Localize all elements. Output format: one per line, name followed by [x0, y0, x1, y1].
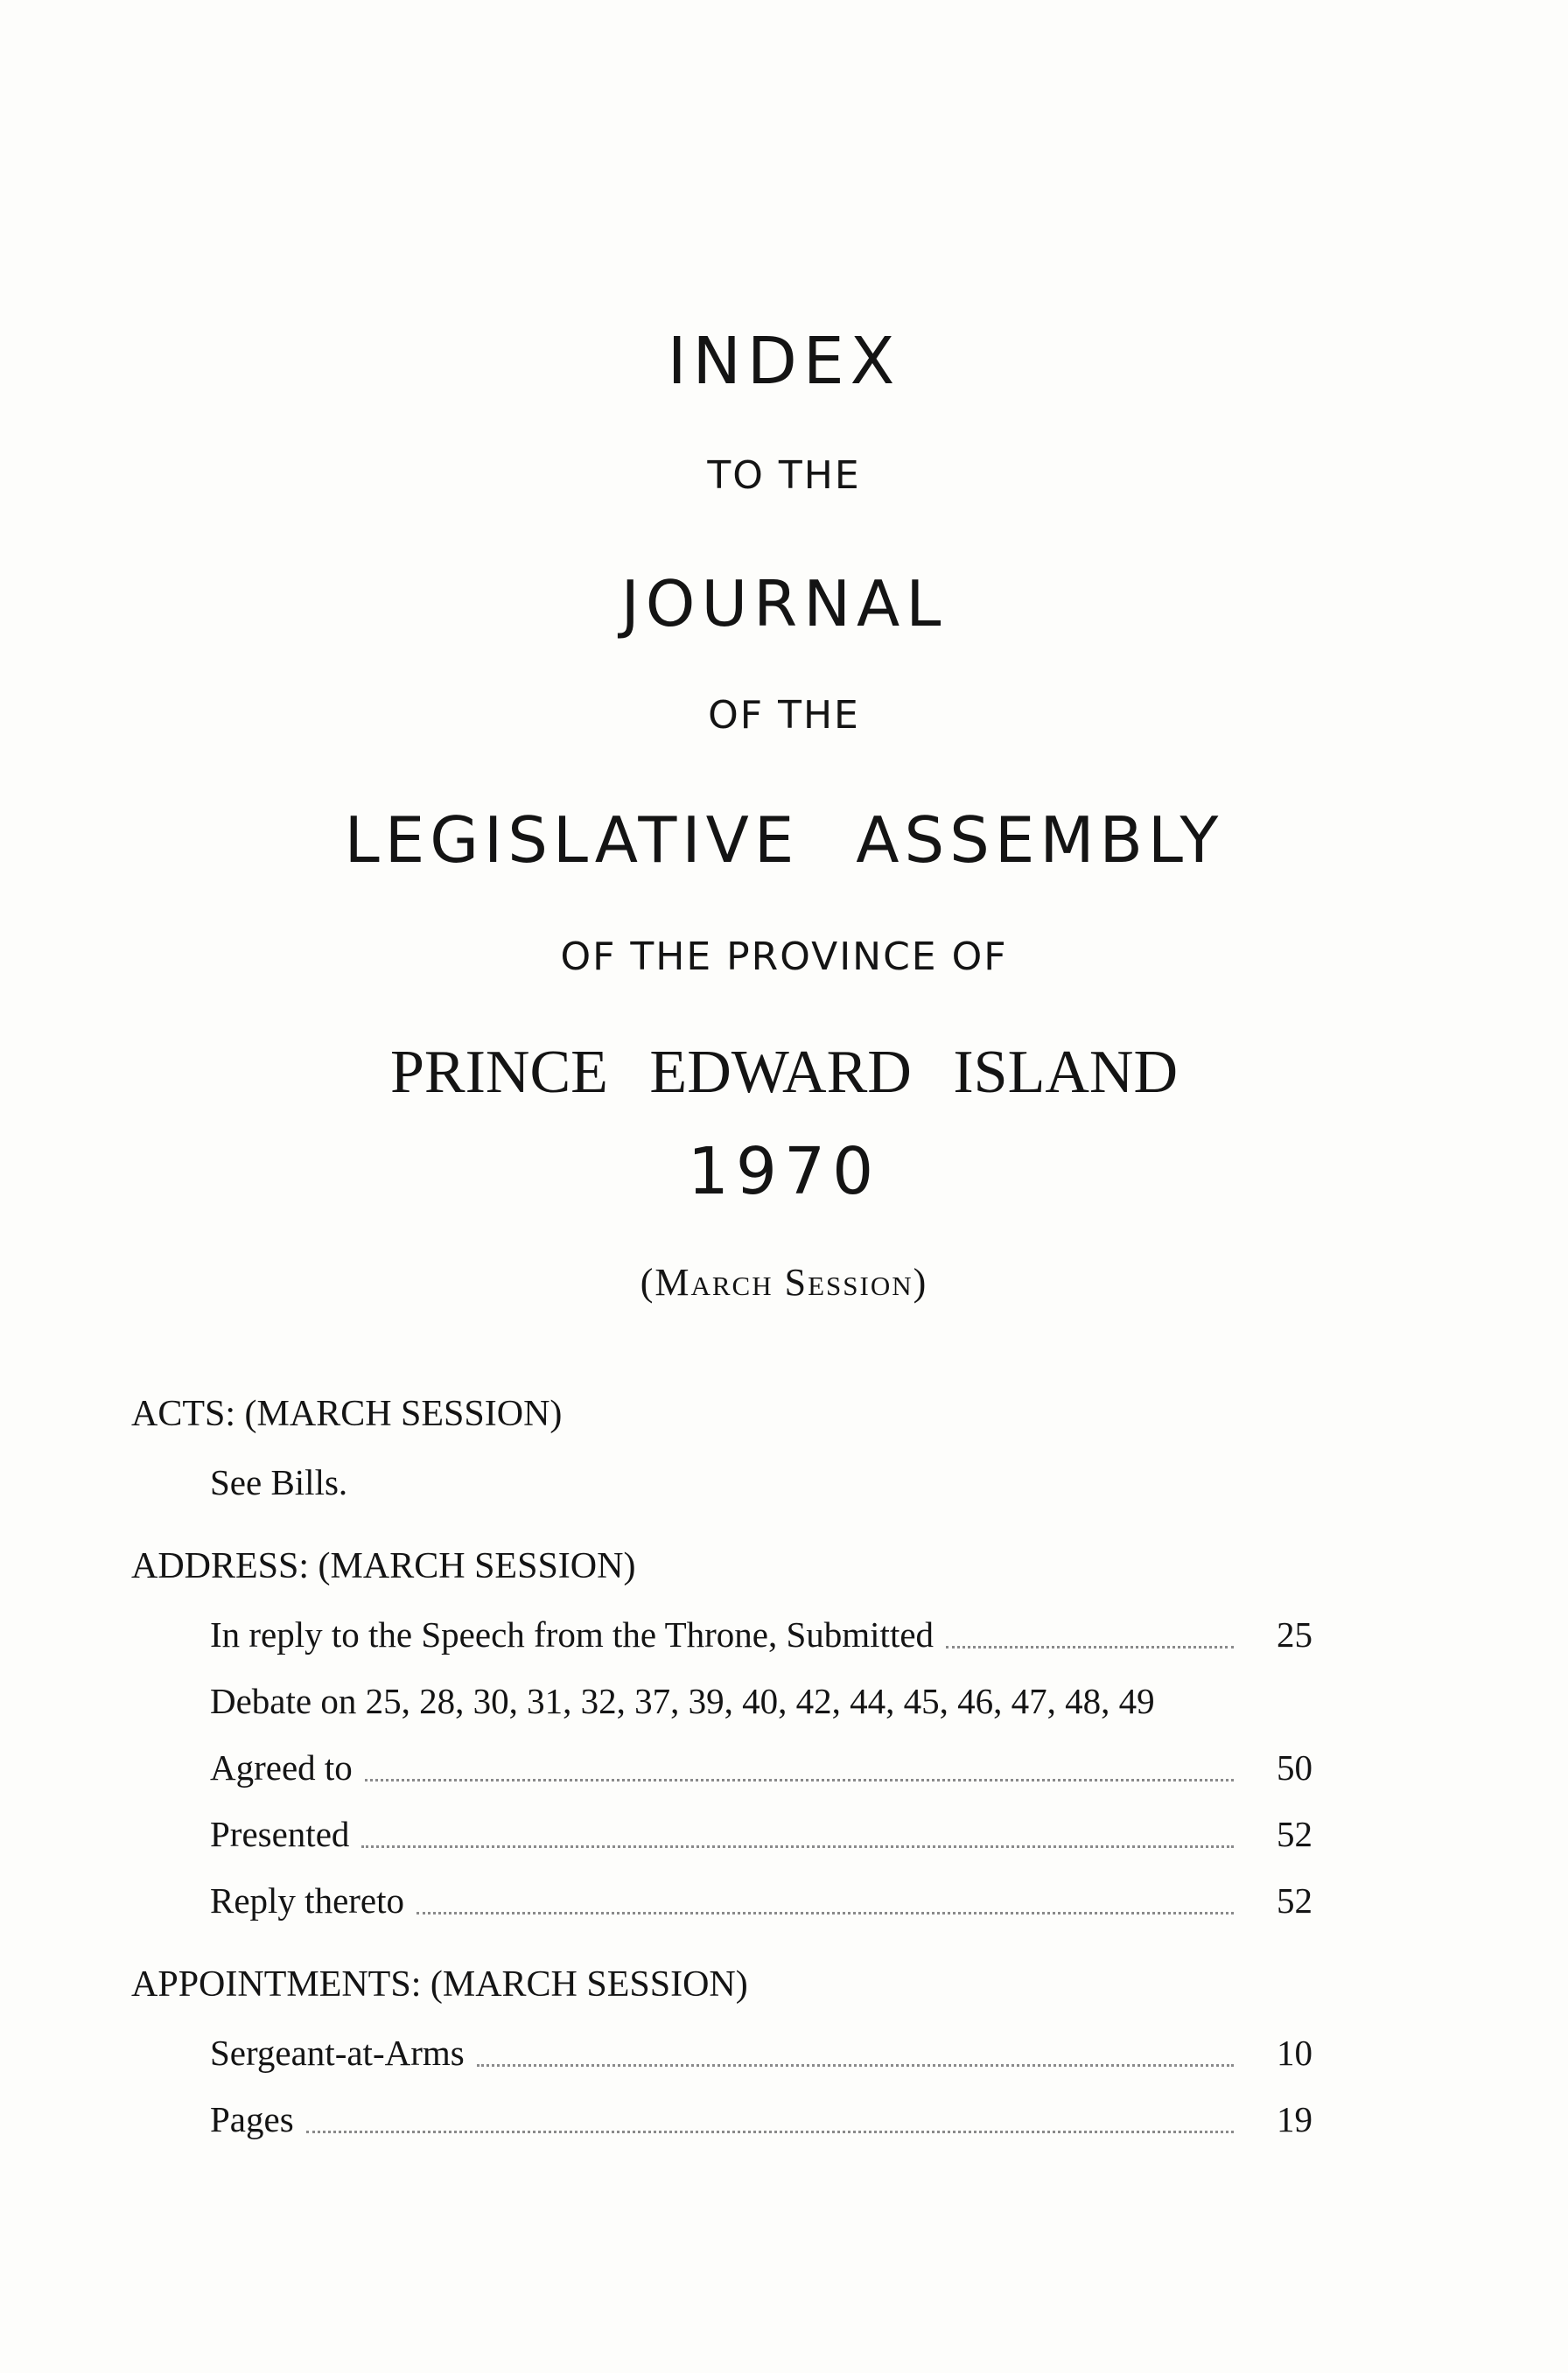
index-entry — [210, 2032, 1312, 2077]
entry-page: 52 — [1277, 1880, 1312, 1921]
index-entry — [210, 1680, 1312, 1726]
title-to-the: TO THE — [707, 453, 861, 498]
entry-label: Debate on 25, 28, 30, 31, 32, 37, 39, 40, 42, 44, 45, 46, 47, 48, 49 — [210, 1681, 1155, 1721]
entry-label: See Bills. — [210, 1462, 348, 1502]
index-entry — [210, 1461, 1312, 1507]
dot-leader — [416, 1912, 1234, 1914]
entry-label: Pages — [210, 2099, 294, 2139]
entry-page: 19 — [1277, 2099, 1312, 2139]
title-journal: JOURNAL — [620, 567, 948, 640]
entry-label: Reply thereto — [210, 1880, 405, 1921]
index-entry — [210, 2098, 1312, 2144]
section-heading: APPOINTMENTS: (MARCH SESSION) — [131, 1964, 748, 2005]
dot-leader — [477, 2064, 1234, 2067]
entry-page: 52 — [1277, 1814, 1312, 1854]
title-index: INDEX — [667, 324, 901, 399]
entry-label: Presented — [210, 1814, 350, 1854]
entry-page: 10 — [1277, 2033, 1312, 2073]
title-prince-edward-island: PRINCE EDWARD ISLAND — [390, 1039, 1178, 1106]
dot-leader — [306, 2131, 1234, 2133]
section-heading: ACTS: (MARCH SESSION) — [131, 1394, 563, 1434]
title-year: 1970 — [687, 1134, 881, 1209]
entry-label: Agreed to — [210, 1747, 353, 1788]
dot-leader — [946, 1646, 1234, 1648]
entry-label: In reply to the Speech from the Throne, Submitted — [210, 1614, 934, 1655]
section-heading: ADDRESS: (MARCH SESSION) — [131, 1546, 636, 1586]
entry-page: 50 — [1277, 1747, 1312, 1788]
index-entry — [210, 1880, 1312, 1925]
index-entry — [210, 1614, 1312, 1659]
dot-leader — [361, 1845, 1234, 1848]
entry-page: 25 — [1277, 1614, 1312, 1655]
index-entry — [210, 1813, 1312, 1858]
title-legislative-assembly: LEGISLATIVE ASSEMBLY — [344, 803, 1224, 877]
entry-label: Sergeant-at-Arms — [210, 2033, 465, 2073]
title-session: (March Session) — [640, 1261, 928, 1304]
title-province: OF THE PROVINCE OF — [560, 934, 1008, 979]
index-entry — [210, 1746, 1312, 1792]
dot-leader — [365, 1779, 1234, 1782]
title-of-the: OF THE — [708, 693, 860, 738]
